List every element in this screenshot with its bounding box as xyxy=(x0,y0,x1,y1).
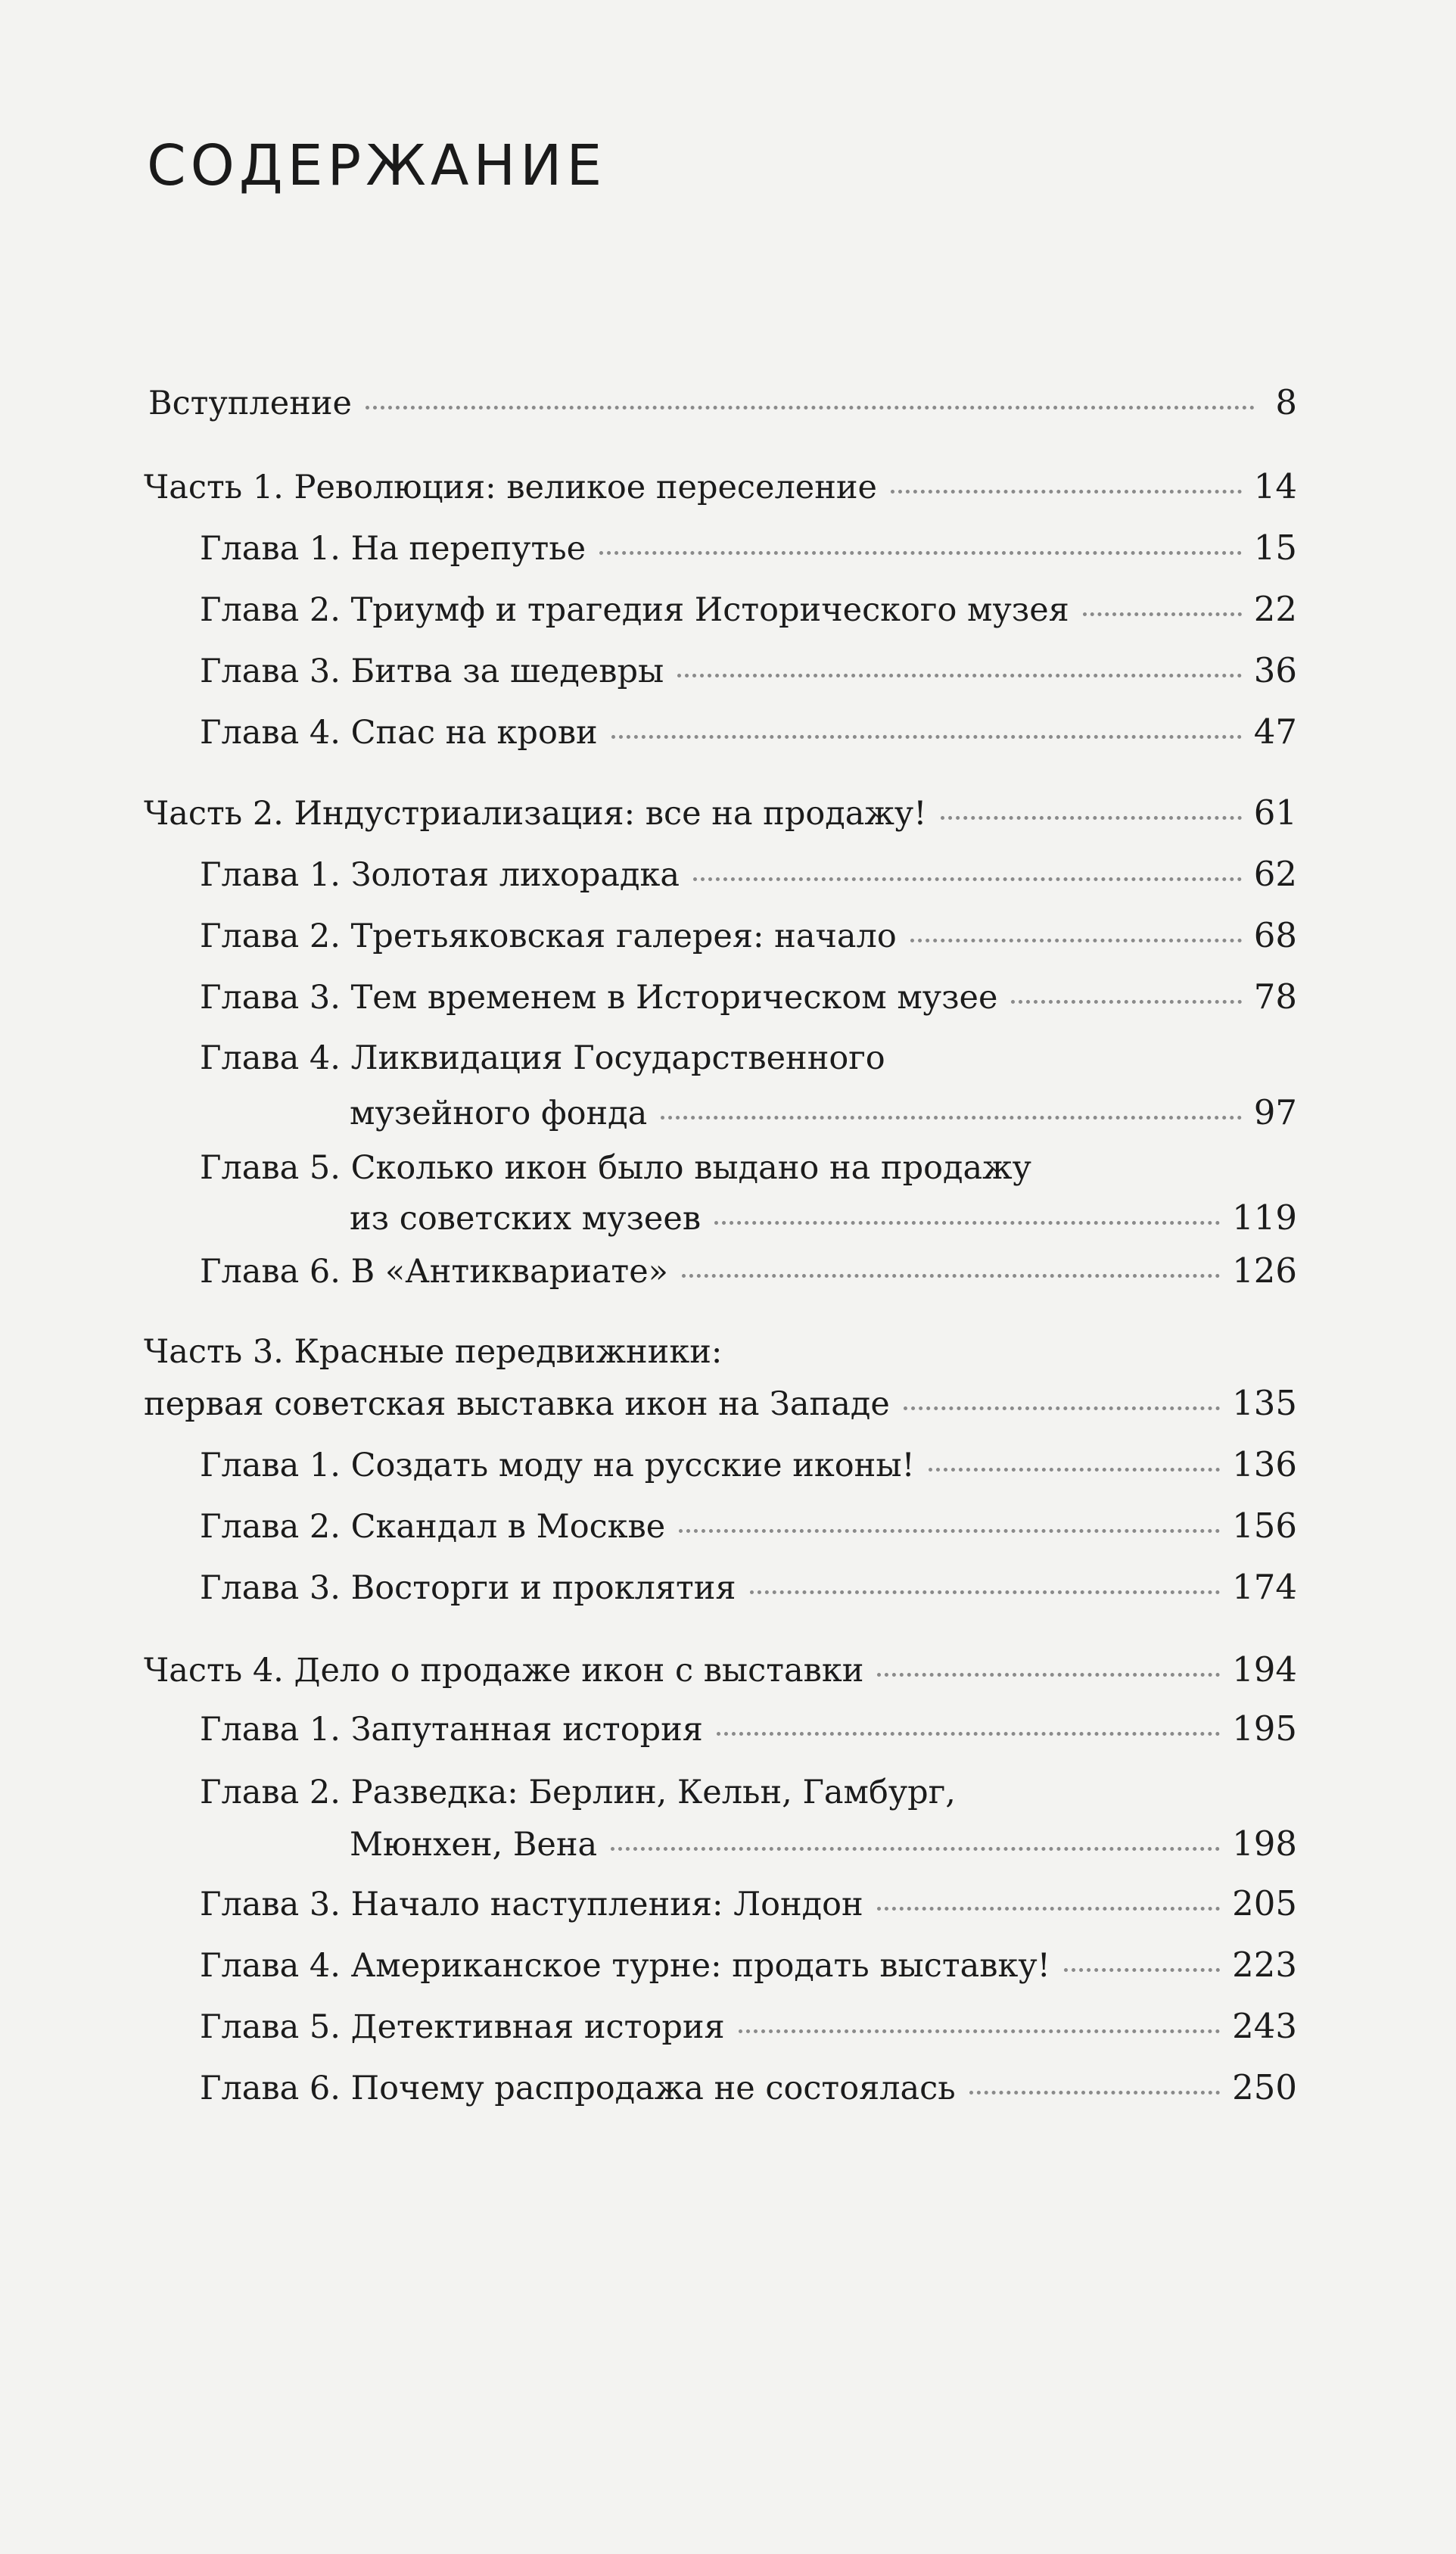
dot-leader xyxy=(714,1221,1220,1225)
toc-chapter xyxy=(200,1702,1297,1757)
toc-chapter xyxy=(200,2060,1297,2116)
toc-chapter xyxy=(200,1499,1297,1554)
toc-entry-label-line2: Мюнхен, Вена xyxy=(350,1826,598,1864)
dot-leader xyxy=(717,1732,1220,1736)
toc-page-number: 135 xyxy=(1232,1383,1297,1423)
dot-leader xyxy=(929,1468,1220,1472)
toc-entry-label: Часть 1. Революция: великое переселение xyxy=(144,469,877,506)
dot-leader xyxy=(877,1673,1220,1677)
toc-entry-introduction xyxy=(148,375,1297,431)
toc-entry-label: Часть 2. Индустриализация: все на продажу! xyxy=(144,795,927,833)
toc-page-number: 250 xyxy=(1232,2067,1297,2107)
toc-entry-label: Глава 1. На перепутье xyxy=(200,530,586,568)
toc-page-number: 47 xyxy=(1253,712,1297,752)
dot-leader xyxy=(941,816,1242,820)
toc-page-number: 119 xyxy=(1232,1198,1297,1238)
dot-leader xyxy=(891,490,1242,494)
dot-leader xyxy=(904,1406,1220,1410)
toc-entry-label: Глава 3. Тем временем в Историческом музее xyxy=(200,979,998,1017)
toc-page-number: 126 xyxy=(1232,1251,1297,1291)
toc-chapter xyxy=(200,643,1297,699)
dot-leader xyxy=(877,1907,1220,1911)
toc-chapter xyxy=(200,1141,1297,1195)
page-title: СОДЕРЖАНИЕ xyxy=(147,133,607,198)
toc-entry-label: Глава 1. Запутанная история xyxy=(200,1711,703,1749)
toc-chapter xyxy=(200,582,1297,637)
toc-entry-label: Глава 2. Триумф и трагедия Исторического музея xyxy=(200,591,1069,629)
toc-entry-label-line2: музейного фонда xyxy=(350,1095,648,1132)
toc-chapter-continuation xyxy=(350,1085,1297,1141)
toc-entry-label: Вступление xyxy=(148,385,352,422)
toc-entry-label: Глава 4. Ликвидация Государственного xyxy=(200,1039,885,1077)
dot-leader xyxy=(611,1847,1220,1851)
toc-chapter xyxy=(200,705,1297,760)
toc-part-1 xyxy=(144,459,1297,515)
toc-chapter xyxy=(200,1244,1297,1299)
toc-page-number: 78 xyxy=(1253,976,1297,1017)
toc-entry-label: Глава 3. Битва за шедевры xyxy=(200,653,664,690)
dot-leader xyxy=(677,674,1241,677)
toc-entry-label: Глава 5. Детективная история xyxy=(200,2008,725,2046)
dot-leader xyxy=(693,877,1242,881)
toc-chapter xyxy=(200,970,1297,1025)
dot-leader xyxy=(679,1529,1220,1533)
toc-page-number: 61 xyxy=(1253,793,1297,833)
dot-leader xyxy=(969,2091,1220,2095)
toc-page-number: 15 xyxy=(1253,528,1297,568)
toc-chapter xyxy=(200,908,1297,964)
toc-entry-label: Глава 1. Золотая лихорадка xyxy=(200,856,680,894)
toc-page-number: 62 xyxy=(1253,854,1297,894)
toc-entry-label: Глава 3. Восторги и проклятия xyxy=(200,1569,736,1607)
toc-page-number: 223 xyxy=(1232,1945,1297,1985)
dot-leader xyxy=(750,1590,1221,1594)
toc-page-number: 8 xyxy=(1275,382,1297,422)
toc-part-3-continuation xyxy=(144,1376,1297,1431)
toc-entry-label: Часть 3. Красные передвижники: xyxy=(144,1333,723,1371)
toc-entry-label: Глава 6. В «Антиквариате» xyxy=(200,1253,668,1291)
toc-entry-label: Глава 4. Спас на крови xyxy=(200,714,598,752)
toc-chapter xyxy=(200,1938,1297,1993)
toc-part-3 xyxy=(144,1325,1297,1379)
toc-page-number: 68 xyxy=(1253,915,1297,955)
toc-chapter-continuation xyxy=(350,1191,1297,1246)
toc-entry-label: Глава 4. Американское турне: продать выставку! xyxy=(200,1947,1050,1985)
toc-entry-label: Глава 2. Третьяковская галерея: начало xyxy=(200,917,897,955)
toc-page-number: 195 xyxy=(1232,1708,1297,1749)
toc-entry-label: Глава 6. Почему распродажа не состоялась xyxy=(200,2070,956,2107)
toc-page-number: 156 xyxy=(1232,1506,1297,1546)
toc-entry-label: Глава 2. Разведка: Берлин, Кельн, Гамбург, xyxy=(200,1774,956,1811)
toc-chapter xyxy=(200,521,1297,576)
dot-leader xyxy=(611,735,1242,739)
toc-page-number: 136 xyxy=(1232,1444,1297,1484)
toc-page-number: 198 xyxy=(1232,1824,1297,1864)
toc-chapter xyxy=(200,1437,1297,1493)
dot-leader xyxy=(910,939,1242,942)
toc-page-number: 22 xyxy=(1253,589,1297,629)
toc-page-number: 243 xyxy=(1232,2006,1297,2046)
toc-page-number: 174 xyxy=(1232,1567,1297,1607)
toc-chapter xyxy=(200,1877,1297,1932)
dot-leader xyxy=(599,551,1242,555)
toc-entry-label-line2: из советских музеев xyxy=(350,1200,702,1238)
toc-entry-label: Часть 4. Дело о продаже икон с выставки xyxy=(144,1652,864,1690)
toc-page-number: 205 xyxy=(1232,1883,1297,1923)
toc-chapter xyxy=(200,1999,1297,2054)
dot-leader xyxy=(1064,1968,1220,1972)
toc-chapter xyxy=(200,847,1297,902)
toc-part-4 xyxy=(144,1643,1297,1698)
dot-leader xyxy=(682,1274,1220,1278)
dot-leader xyxy=(366,406,1255,410)
toc-entry-label: Глава 3. Начало наступления: Лондон xyxy=(200,1886,863,1923)
toc-part-2 xyxy=(144,786,1297,841)
toc-chapter xyxy=(200,1031,1297,1085)
dot-leader xyxy=(739,2029,1220,2033)
toc-chapter xyxy=(200,1560,1297,1615)
dot-leader xyxy=(661,1116,1241,1120)
toc-page-number: 14 xyxy=(1253,466,1297,506)
toc-entry-label: Глава 2. Скандал в Москве xyxy=(200,1508,666,1546)
toc-page-number: 97 xyxy=(1253,1092,1297,1132)
toc-entry-label-line2: первая советская выставка икон на Западе xyxy=(144,1385,890,1423)
toc-entry-label: Глава 5. Сколько икон было выдано на продажу xyxy=(200,1149,1031,1187)
dot-leader xyxy=(1011,1000,1241,1004)
toc-page-number: 36 xyxy=(1253,650,1297,690)
toc-chapter-continuation xyxy=(350,1817,1297,1872)
toc-chapter xyxy=(200,1765,1297,1820)
dot-leader xyxy=(1083,612,1242,616)
toc-entry-label: Глава 1. Создать моду на русские иконы! xyxy=(200,1447,915,1484)
toc-page-number: 194 xyxy=(1232,1649,1297,1690)
